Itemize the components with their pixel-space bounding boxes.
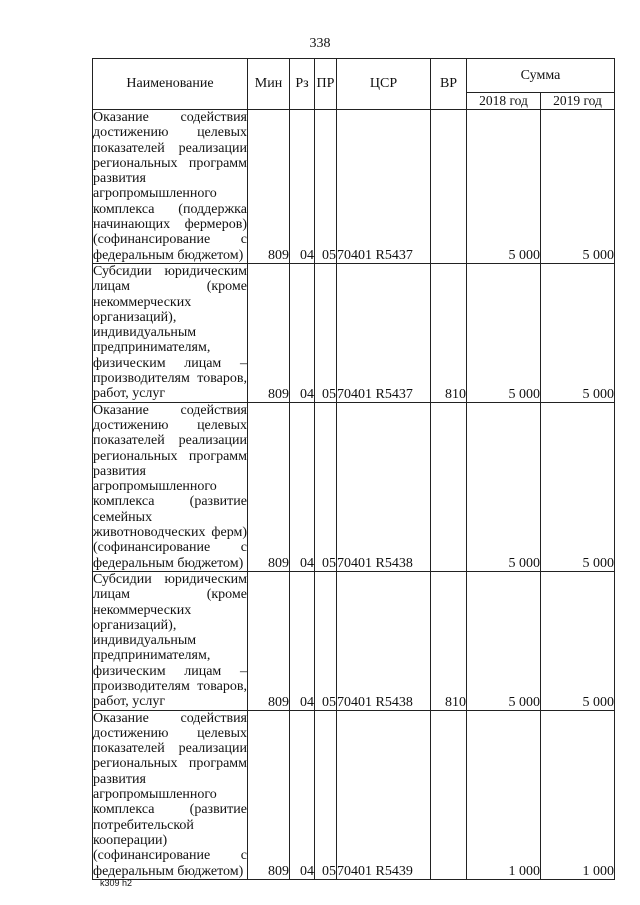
header-pr: ПР [315,59,337,110]
row-pr: 05 [315,402,337,571]
row-rz: 04 [290,263,315,402]
row-sum-2019: 1 000 [541,710,615,879]
row-vr: 810 [431,571,467,710]
header-year-2018: 2018 год [467,93,541,110]
row-min: 809 [248,263,290,402]
row-sum-2018: 5 000 [467,263,541,402]
row-vr: 810 [431,263,467,402]
row-csr: 70401 R5437 [337,110,431,264]
table-row [93,710,615,879]
header-row [93,59,615,93]
page-number: 338 [309,36,331,51]
row-name: Оказание содействия достижению целевых показателей реализации региональных программ развития агропромышленного комплекса (поддержка начинающих фермеров) (софинансирование с федеральным бюджетом) [93,110,247,263]
header-name: Наименование [93,59,248,110]
row-csr: 70401 R5438 [337,571,431,710]
row-min: 809 [248,710,290,879]
row-pr: 05 [315,571,337,710]
row-sum-2018: 5 000 [467,110,541,264]
row-vr [431,710,467,879]
table-row [93,402,615,571]
row-vr [431,110,467,264]
row-sum-2019: 5 000 [541,571,615,710]
row-rz: 04 [290,710,315,879]
budget-table [92,58,615,880]
row-sum-2018: 5 000 [467,402,541,571]
row-csr: 70401 R5437 [337,263,431,402]
row-min: 809 [248,110,290,264]
header-csr: ЦСР [337,59,431,110]
row-min: 809 [248,402,290,571]
table-row [93,571,615,710]
row-sum-2019: 5 000 [541,263,615,402]
row-sum-2019: 5 000 [541,402,615,571]
row-csr: 70401 R5439 [337,710,431,879]
row-vr [431,402,467,571]
header-rz: Рз [290,59,315,110]
row-rz: 04 [290,402,315,571]
row-name: Оказание содействия достижению целевых показателей реализации региональных программ развития агропромышленного комплекса (развитие семейных животноводческих ферм) (софинансирование с федеральным бюджетом) [93,402,247,571]
table-row [93,263,615,402]
header-min: Мин [248,59,290,110]
row-sum-2018: 5 000 [467,571,541,710]
row-csr: 70401 R5438 [337,402,431,571]
row-min: 809 [248,571,290,710]
row-rz: 04 [290,110,315,264]
row-name: Субсидии юридическим лицам (кроме некоммерческих организаций), индивидуальным предпринимателям, физическим лицам – производителям товаров, работ, услуг [93,571,247,710]
header-sum: Сумма [467,59,615,93]
row-rz: 04 [290,571,315,710]
header-vr: ВР [431,59,467,110]
row-pr: 05 [315,263,337,402]
footer-code: k309 h2 [100,878,133,888]
row-sum-2018: 1 000 [467,710,541,879]
row-sum-2019: 5 000 [541,110,615,264]
table-row [93,110,615,264]
row-name: Субсидии юридическим лицам (кроме некоммерческих организаций), индивидуальным предпринимателям, физическим лицам – производителям товаров, работ, услуг [93,263,247,402]
row-name: Оказание содействия достижению целевых показателей реализации региональных программ развития агропромышленного комплекса (развитие потребительской кооперации) (софинансирование с федеральным бюджетом) [93,710,247,879]
row-pr: 05 [315,710,337,879]
header-year-2019: 2019 год [541,93,615,110]
row-pr: 05 [315,110,337,264]
